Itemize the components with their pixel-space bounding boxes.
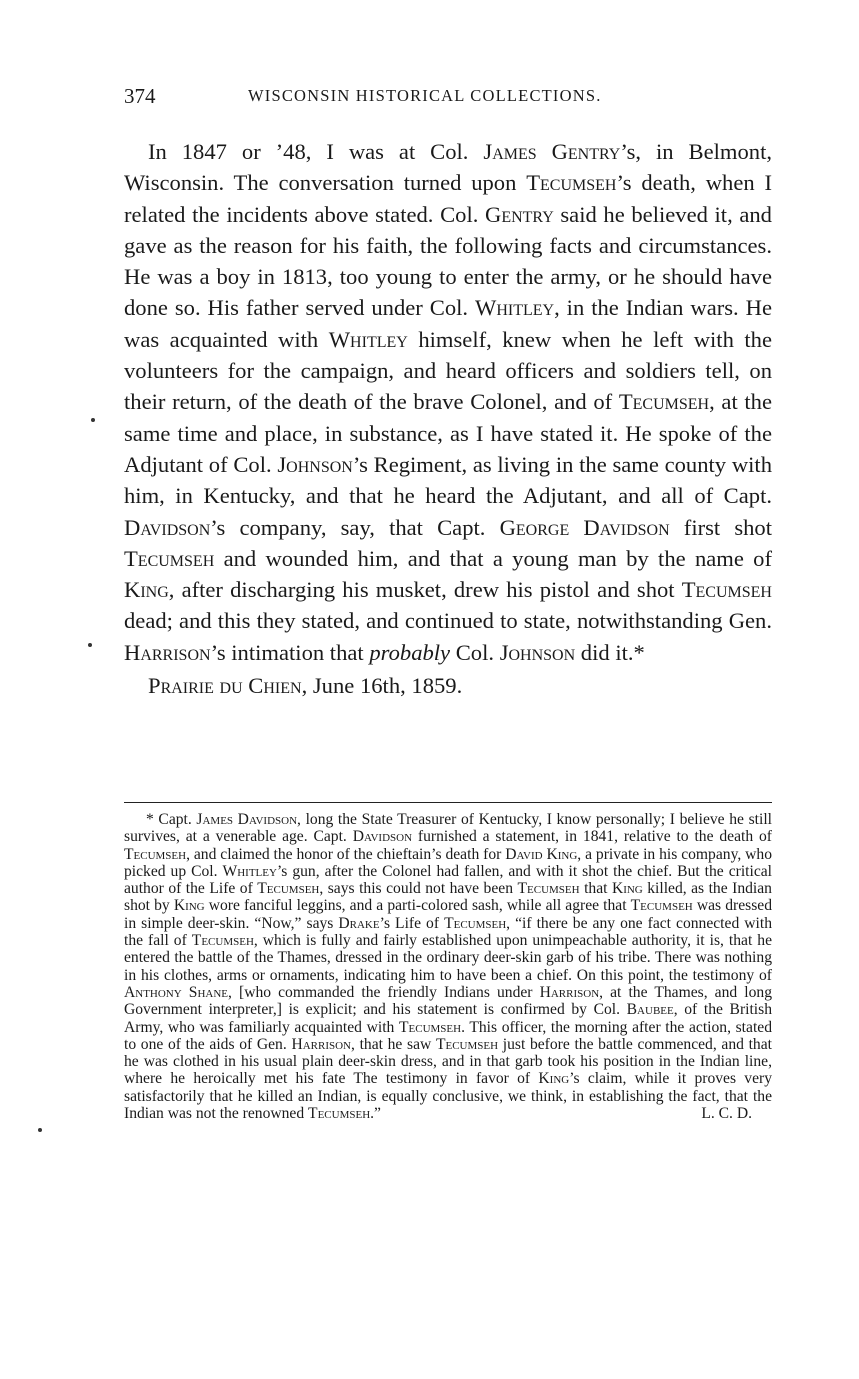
signoff-date: , June 16th, 1859. [301, 673, 463, 699]
person-name: Tecumseh [124, 545, 215, 571]
margin-speck [91, 418, 95, 422]
person-name: Tecumseh [444, 914, 507, 932]
person-name: Drake [338, 914, 380, 932]
person-name: Harrison [291, 1035, 351, 1053]
person-name: Johnson [277, 451, 353, 477]
margin-speck [38, 1128, 42, 1132]
emphasis: probably [369, 639, 451, 665]
person-name: King [611, 880, 643, 898]
person-name: Baubee [626, 1001, 674, 1019]
running-head [124, 84, 772, 114]
signoff-line [148, 670, 772, 701]
person-name: Tecumseh [308, 1105, 371, 1123]
person-name: Davidson [352, 828, 413, 846]
person-name: Tecumseh [398, 1018, 462, 1036]
person-name: Anthony Shane [124, 983, 229, 1001]
place-name: Prairie du Chien [148, 673, 302, 699]
footnote-rule [124, 802, 772, 803]
main-text [124, 136, 772, 701]
running-title: WISCONSIN HISTORICAL COLLECTIONS. [248, 86, 602, 105]
person-name: Tecumseh [526, 170, 617, 196]
person-name: Tecumseh [257, 880, 320, 898]
person-name: Tecumseh [681, 577, 772, 603]
person-name: Harrison [124, 639, 211, 665]
person-name: Tecumseh [517, 880, 580, 898]
person-name: King [173, 897, 205, 915]
person-name: Davidson [124, 514, 211, 540]
person-name: Johnson [499, 639, 576, 665]
person-name: Tecumseh [618, 389, 710, 415]
person-name: David King [505, 845, 578, 863]
author-initials: L. C. D. [701, 1105, 752, 1123]
footnote [124, 811, 772, 1122]
person-name: Harrison [539, 983, 600, 1001]
person-name: Tecumseh [435, 1035, 499, 1053]
person-name: Whitley [328, 326, 408, 352]
person-name: Tecumseh [630, 897, 693, 915]
person-name: George Davidson [499, 514, 670, 540]
person-name: King [538, 1070, 570, 1088]
person-name: Tecumseh [191, 932, 254, 950]
person-name: James Davidson [196, 811, 298, 828]
person-name: Tecumseh [124, 845, 187, 863]
person-name: James Gentry [483, 139, 621, 164]
person-name: Gentry [485, 201, 554, 227]
page-number: 374 [124, 84, 156, 108]
person-name: Whitley [475, 295, 555, 321]
footnote-paragraph: * Capt. James Davidson, long the State Treasurer of Kentucky, I know personally; I believe he still survives, at a venerable age. Capt. Davidson furnished a statement, in 1841, relative to the death of Tecumseh, and claimed the honor of the chieftain’s death for David King, a private in his company, who picked up Col. Whitley’s gun, after the Colonel had fallen, and with it shot the chief. But the critical author of the Life of Tecumseh, says this could not have been Tecumseh that King killed, as the Indian shot by King wore fanciful leggins, and a parti-colored sash, while all agree that Tecumseh was dressed in simple deer-skin. “Now,” says Drake’s Life of Tecumseh, “if there be any one fact connected with the fall of Tecumseh, which is fully and fairly established upon unimpeachable authority, it is, that he entered the battle of the Thames, dressed in the ordinary deer-skin garb of his tribe. There was nothing in his clothes, arms or ornaments, indicating him to have been a chief. On this point, the testimony of Anthony Shane, [who commanded the friendly Indians under Harrison, at the Thames, and long Government interpreter,] is explicit; and his statement is confirmed by Col. Baubee, of the British Army, who was familiarly acquainted with Tecumseh. This officer, the morning after the action, stated to one of the aids of Gen. Harrison, that he saw Tecumseh just before the battle commenced, and that he was clothed in his usual plain deer-skin dress, and in that garb took his position in the Indian line, where he heroically met his fate The testimony in favor of King’s claim, while it proves very satisfactorily that he killed an Indian, is equally conclusive, we think, in establishing the fact, that the Indian was not the renowned Tecumseh.” L. C. D. [124, 811, 773, 1123]
margin-speck [88, 643, 92, 647]
body-paragraph: In 1847 or ’48, I was at Col. James Gentry’s, in Belmont, Wisconsin. The conversation turned upon Tecumseh’s death, when I related the incidents above stated. Col. Gentry said he believed it, and gave as the reason for his faith, the following facts and circumstances. He was a boy in 1813, too young to enter the army, or he should have done so. His father served under Col. Whitley, in the Indian wars. He was acquainted with Whitley himself, knew when he left with the volunteers for the campaign, and heard officers and soldiers tell, on their return, of the death of the brave Colonel, and of Tecumseh, at the same time and place, in substance, as I have stated it. He spoke of the Adjutant of Col. Johnson’s Regiment, as living in the same county with him, in Kentucky, and that he heard the Adjutant, and all of Capt. Davidson’s company, say, that Capt. George Davidson first shot Tecumseh and wounded him, and that a young man by the name of King, after discharging his musket, drew his pistol and shot Tecumseh dead; and this they stated, and continued to state, notwithstanding Gen. Harrison’s intimation that probably Col. Johnson did it.* [124, 139, 773, 665]
person-name: King [124, 577, 169, 603]
person-name: Whitley [222, 862, 277, 880]
